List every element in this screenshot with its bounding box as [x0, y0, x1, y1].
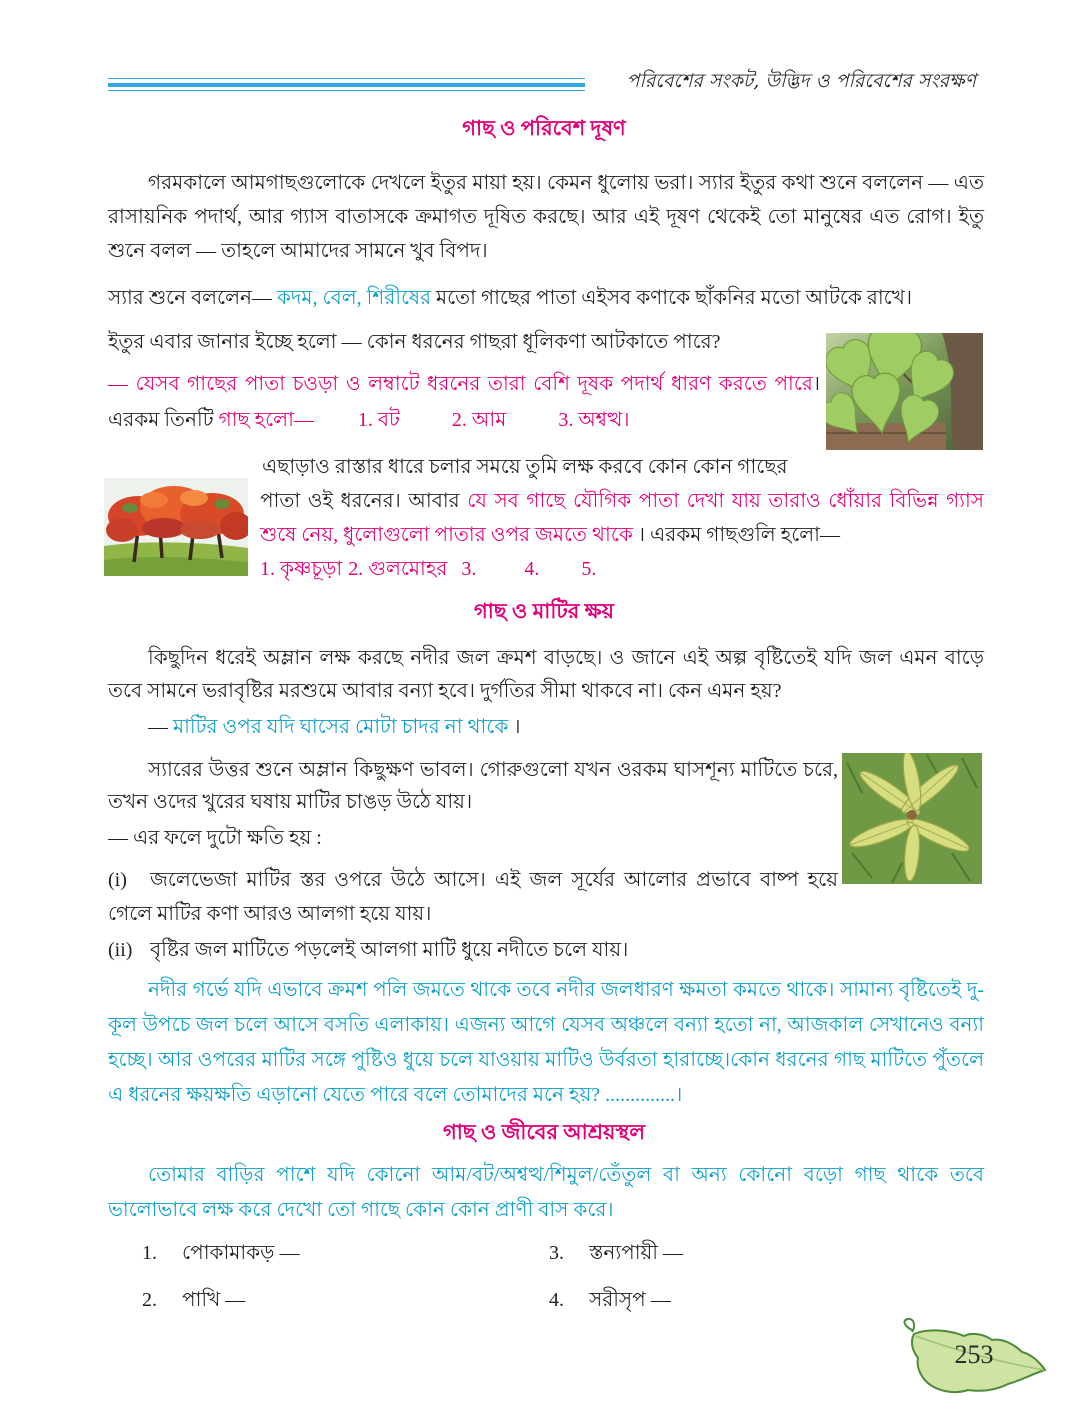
header-rule-middle [108, 83, 585, 87]
soil-answer-dash: — [148, 716, 173, 738]
damage-item-1-text: জলেভেজা মাটির স্তর ওপরে উঠে আসে। এই জল সূর্যের আলোর প্রভাবে বাষ্প হয়ে গেলে মাটির কণা আরও আলগা হয়ে যায়। [108, 869, 838, 925]
p2-tail: মতো গাছের পাতা এইসব কণাকে ছাঁকনির মতো আটকে রাখে। [431, 287, 913, 309]
list-item-label: স্তন্যপায়ী — [589, 1242, 683, 1264]
answer-highlight-2: গাছ হলো— [218, 409, 314, 431]
list-item [549, 1283, 671, 1317]
soil-paragraph-3: — এর ফলে দুটো ক্ষতি হয় : [108, 827, 322, 849]
soil-answer-highlight: মাটির ওপর যদি ঘাসের মোটা চাদর না থাকে [173, 716, 509, 738]
gulmohar-tree-image [104, 478, 248, 576]
soil-paragraph-2: স্যারের উত্তর শুনে অম্লান কিছুক্ষণ ভাবল। গোরুগুলো যখন ওরকম ঘাসশূন্য মাটিতে চরে, তখন ওদের খুরের ঘষায় মাটির চাঙড় উঠে যায়। [108, 759, 838, 813]
soil-paragraph-4: নদীর গর্ভে যদি এভাবে ক্রমশ পলি জমতে থাকে তবে নদীর জলধারণ ক্ষমতা কমতে থাকে। সামান্য বৃষ্টিতেই দু-কূল উপচে জল চলে আসে বসতি এলাকায়। এজন্য আগে যেসব অঞ্চলে বন্যা হতো না, আজকাল সেখানেও বন্যা হচ্ছে। আর ওপরের মাটির সঙ্গে পুষ্টিও ধুয়ে চলে যাওয়ায় মাটিও উর্বরতা হারাচ্ছে।কোন ধরনের গাছ মাটিতে পুঁতলে এ ধরনের ক্ষয়ক্ষতি এড়ানো যেতে পারে বলে তোমাদের মনে হয়? ..............। [108, 979, 984, 1106]
soil-answer [148, 710, 984, 744]
page-number: 253 [954, 1340, 994, 1369]
header-rule-bottom [108, 90, 585, 91]
list-item [142, 1236, 299, 1270]
section-title-pollution: গাছ ও পরিবেশ দূষণ [462, 116, 626, 140]
list-item [142, 1283, 245, 1317]
pollution-question: ইতুর এবার জানার ইচ্ছে হলো — কোন ধরনের গাছরা ধূলিকণা আটকাতে পারে? [108, 331, 721, 353]
pollution-answer [108, 366, 820, 438]
answer-highlight: যেসব গাছের পাতা চওড়া ও লম্বাটে ধরনের তারা বেশি দূষক পদার্থ ধারণ করতে পারে [135, 373, 813, 395]
p2-highlight: কদম, বেল, শিরীষের [276, 287, 432, 309]
soil-answer-tail: । [508, 716, 521, 738]
pollution-paragraph-5 [260, 484, 984, 552]
section-title-soil-erosion: গাছ ও মাটির ক্ষয় [474, 599, 614, 623]
pollution-paragraph-2 [108, 281, 984, 315]
list-item-number: 3. [549, 1242, 564, 1264]
list-item-label: সরীসৃপ — [589, 1289, 671, 1311]
soil-damage-item-2 [108, 933, 984, 967]
list-item-number: 1. [142, 1242, 157, 1264]
p2-lead: স্যার শুনে বললেন— [108, 287, 277, 309]
list-item-number: 2. [142, 1289, 157, 1311]
section-title-shelter: গাছ ও জীবের আশ্রয়স্থল [443, 1120, 645, 1144]
tree-item-3: 3. অশ্বত্থ। [558, 409, 630, 431]
pollution-paragraph-5-line-1: এছাড়াও রাস্তার ধারে চলার সময়ে তুমি লক্ষ করবে কোন কোন গাছের [262, 456, 788, 478]
compound-tree-item-5: 5. [581, 558, 597, 580]
answer-dash: — [108, 373, 136, 395]
list-item-label: পাখি — [182, 1289, 246, 1311]
damage-item-1-label: (i) [108, 869, 127, 891]
p5-highlight: যে সব গাছে যৌগিক পাতা দেখা যায় তারাও ধোঁয়ার বিভিন্ন গ্যাস শুষে নেয়, ধুলোগুলো পাতার ওপর জমতে থাকে [260, 490, 984, 546]
p5-lead: পাতা ওই ধরনের। আবার [260, 490, 468, 512]
soil-damage-item-1 [108, 863, 838, 931]
header-rule-top [108, 78, 585, 79]
soil-paragraph-1: কিছুদিন ধরেই অম্লান লক্ষ করছে নদীর জল ক্রমশ বাড়ছে। ও জানে এই অল্প বৃষ্টিতেই যদি জল এমন বাড়ে তবে সামনে ভরাবৃষ্টির মরশুমে আবার বন্যা হবে। দুর্গতির সীমা থাকবে না। কেন এমন হয়? [108, 647, 984, 702]
mango-leaves-image [842, 753, 982, 884]
running-header-title: পরিবেশের সংকট, উদ্ভিদ ও পরিবেশের সংরক্ষণ [626, 70, 976, 92]
damage-item-2-label: (ii) [108, 939, 133, 961]
compound-tree-item-2: 2. গুলমোহর [348, 558, 448, 580]
page-number-badge [898, 1318, 1048, 1398]
compound-tree-item-1: 1. কৃষ্ণচূড়া [260, 558, 343, 580]
peepal-leaves-image [826, 333, 983, 450]
compound-tree-item-4: 4. [524, 558, 540, 580]
compound-tree-item-3: 3. [461, 558, 477, 580]
tree-item-2: 2. আম [451, 409, 507, 431]
list-item-number: 4. [549, 1289, 564, 1311]
list-item [549, 1236, 683, 1270]
shelter-paragraph-1: তোমার বাড়ির পাশে যদি কোনো আম/বট/অশ্বত্থ/শিমুল/তেঁতুল বা অন্য কোনো বড়ো গাছ থাকে তবে ভালোভাবে লক্ষ করে দেখো তো গাছে কোন কোন প্রাণী বাস করে। [108, 1164, 984, 1221]
pollution-paragraph-1: গরমকালে আমগাছগুলোকে দেখলে ইতুর মায়া হয়। কেমন ধুলোয় ভরা। স্যার ইতুর কথা শুনে বললেন — এত রাসায়নিক পদার্থ, আর গ্যাস বাতাসকে ক্রমাগত দূষিত করছে। আর এই দূষণ থেকেই তো মানুষের এত রোগ। ইতু শুনে বলল — তাহলে আমাদের সামনে খুব বিপদ। [108, 172, 984, 262]
list-item-label: পোকামাকড় — [182, 1242, 300, 1264]
p5-tail: । এরকম গাছগুলি হলো— [632, 524, 840, 546]
answer-mid: । এরকম তিনটি [108, 373, 821, 431]
damage-item-2-text: বৃষ্টির জল মাটিতে পড়লেই আলগা মাটি ধুয়ে নদীতে চলে যায়। [150, 939, 629, 961]
tree-item-1: 1. বট [357, 409, 400, 431]
compound-leaf-tree-list [260, 552, 984, 586]
